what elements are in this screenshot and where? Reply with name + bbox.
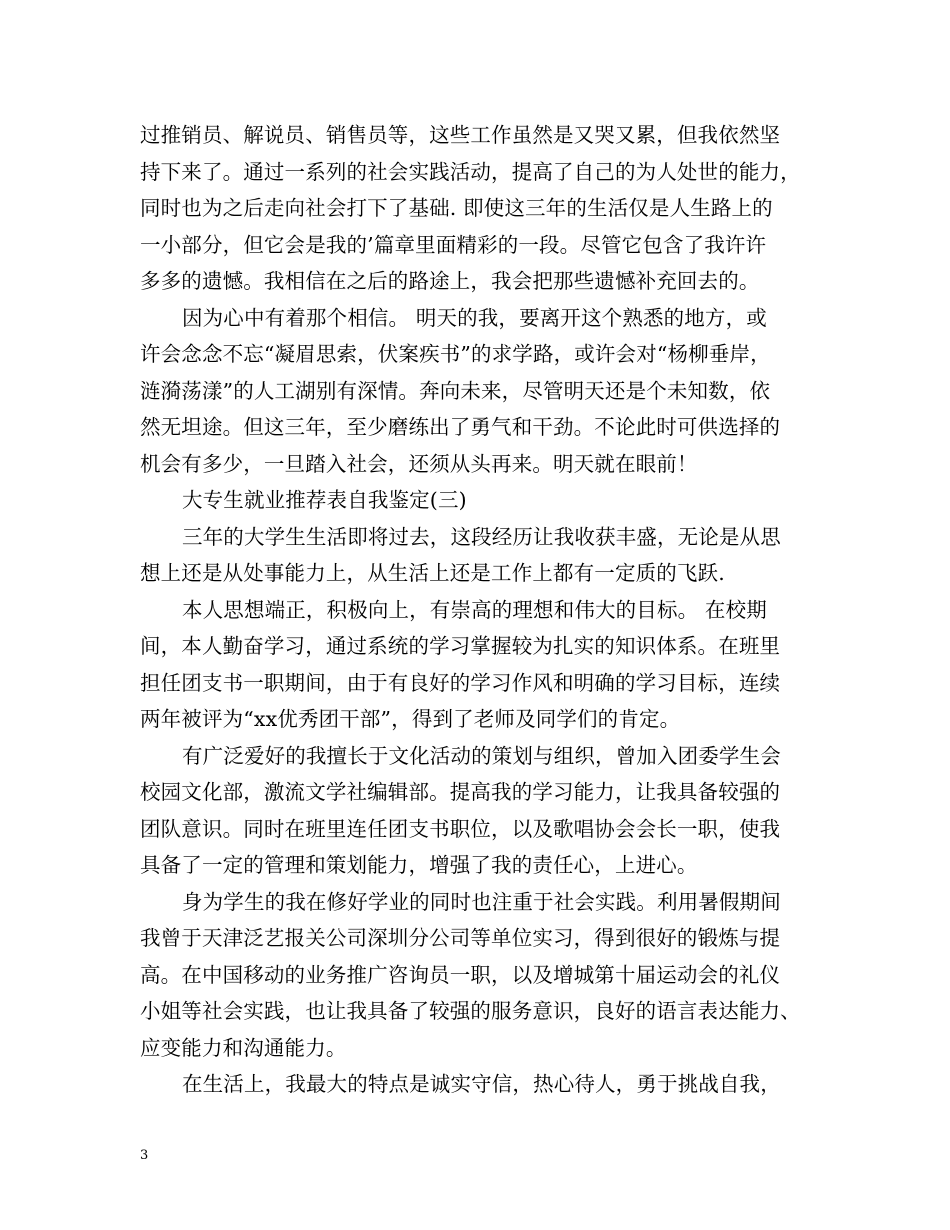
page-number: 3 bbox=[140, 1148, 149, 1163]
text-line: 涟漪荡漾”的人工湖别有深情。奔向未来，尽管明天还是个未知数，依 bbox=[140, 378, 771, 403]
text-line: 因为心中有着那个相信。 明天的我，要离开这个熟悉的地方，或 bbox=[182, 305, 767, 330]
text-line: 然无坦途。但这三年，至少磨练出了勇气和干劲。不论此时可供选择的 bbox=[140, 415, 781, 439]
text-line: 团队意识。同时在班里连任团支书职位，以及歌唱协会会长一职，使我 bbox=[140, 816, 781, 841]
text-line: 在生活上，我最大的特点是诚实守信，热心待人，勇于挑战自我， bbox=[182, 1072, 781, 1096]
body-text bbox=[140, 117, 820, 1103]
text-line: 校园文化部，激流文学社编辑部。提高我的学习能力，让我具备较强的 bbox=[140, 780, 781, 804]
text-line: 三年的大学生生活即将过去，这段经历让我收获丰盛，无论是从思 bbox=[182, 524, 781, 549]
text-line: 我曾于天津泛艺报关公司深圳分公司等单位实习，得到很好的锻炼与提 bbox=[140, 926, 781, 950]
text-line: 小姐等社会实践，也让我具备了较强的服务意识，良好的语言表达能力、 bbox=[140, 999, 801, 1023]
text-line: 同时也为之后走向社会打下了基础. 即使这三年的生活仅是人生路上的 bbox=[140, 196, 773, 220]
text-line: 身为学生的我在修好学业的同时也注重于社会实践。利用暑假期间 bbox=[182, 889, 781, 914]
text-line: 许会念念不忘“凝眉思索，伏案疾书”的求学路，或许会对“杨柳垂岸， bbox=[140, 342, 771, 366]
text-line: 间，本人勤奋学习，通过系统的学习掌握较为扎实的知识体系。在班里 bbox=[140, 634, 781, 658]
text-line: 担任团支书一职期间，由于有良好的学习作风和明确的学习目标，连续 bbox=[140, 670, 781, 695]
text-line: 本人思想端正，积极向上，有崇高的理想和伟大的目标。 在校期 bbox=[182, 597, 767, 622]
text-line: 多多的遗憾。我相信在之后的路途上，我会把那些遗憾补充回去的。 bbox=[140, 269, 760, 293]
text-line: 一小部分，但它会是我的’篇章里面精彩的一段。尽管它包含了我许许 bbox=[140, 232, 767, 257]
section-heading: 大专生就业推荐表自我鉴定(三) bbox=[182, 488, 467, 512]
text-line: 持下来了。通过一系列的社会实践活动，提高了自己的为人处世的能力， bbox=[140, 159, 801, 184]
text-line: 具备了一定的管理和策划能力，增强了我的责任心，上进心。 bbox=[140, 853, 698, 877]
text-line: 想上还是从处事能力上，从生活上还是工作上都有一定质的飞跃. bbox=[140, 561, 725, 585]
text-line: 过推销员、解说员、销售员等，这些工作虽然是又哭又累，但我依然坚 bbox=[140, 123, 781, 147]
text-line: 有广泛爱好的我擅长于文化活动的策划与组织，曾加入团委学生会 bbox=[182, 743, 781, 768]
text-line: 高。在中国移动的业务推广咨询员一职，以及增城第十届运动会的礼仪 bbox=[140, 962, 781, 987]
text-line: 机会有多少，一旦踏入社会，还须从头再来。明天就在眼前！ bbox=[140, 451, 698, 476]
text-line: 两年被评为“xx优秀团干部”，得到了老师及同学们的肯定。 bbox=[140, 707, 681, 731]
text-line: 应变能力和沟通能力。 bbox=[140, 1035, 347, 1060]
